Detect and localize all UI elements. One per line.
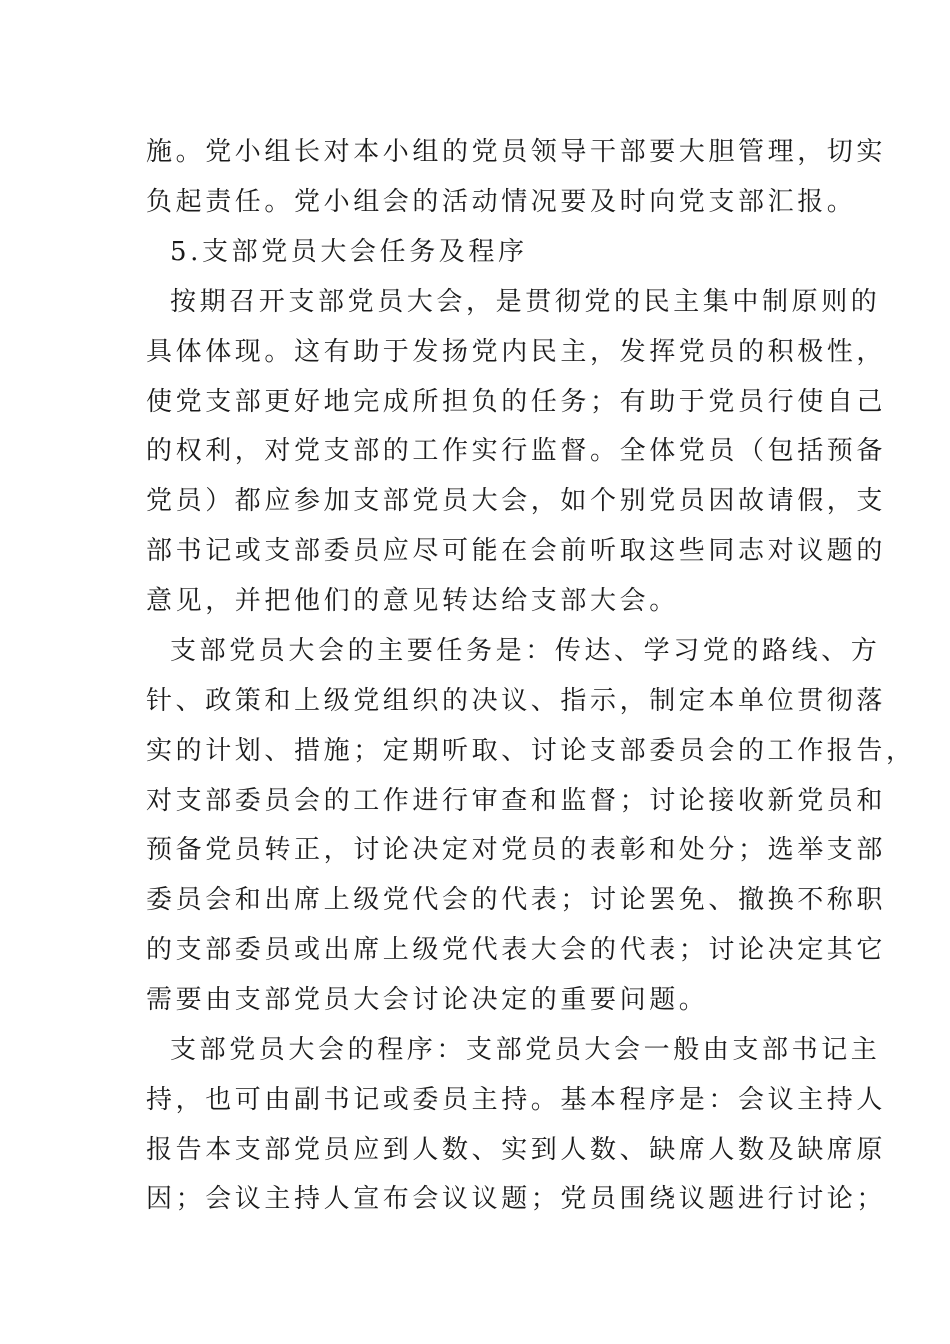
text-line: 预备党员转正，讨论决定对党员的表彰和处分；选举支部 xyxy=(146,835,887,865)
paragraph-start: 按期召开支部党员大会，是贯彻党的民主集中制原则的 xyxy=(170,287,881,317)
section-heading: 5.支部党员大会任务及程序 xyxy=(170,237,528,267)
text-line: 部书记或支部委员应尽可能在会前听取这些同志对议题的 xyxy=(146,536,887,566)
paragraph-start: 支部党员大会的主要任务是：传达、学习党的路线、方 xyxy=(170,636,881,666)
text-line: 实的计划、措施；定期听取、讨论支部委员会的工作报告， xyxy=(146,736,916,766)
text-line: 负起责任。党小组会的活动情况要及时向党支部汇报。 xyxy=(146,187,857,217)
text-line: 报告本支部党员应到人数、实到人数、缺席人数及缺席原 xyxy=(146,1135,887,1165)
text-line: 持，也可由副书记或委员主持。基本程序是：会议主持人 xyxy=(146,1085,887,1115)
text-line: 使党支部更好地完成所担负的任务；有助于党员行使自己 xyxy=(146,387,887,417)
paragraph-start: 支部党员大会的程序：支部党员大会一般由支部书记主 xyxy=(170,1035,881,1065)
text-line: 施。党小组长对本小组的党员领导干部要大胆管理，切实 xyxy=(146,137,887,167)
text-line: 具体体现。这有助于发扬党内民主，发挥党员的积极性， xyxy=(146,337,887,367)
text-line: 意见，并把他们的意见转达给支部大会。 xyxy=(146,586,679,616)
text-line: 针、政策和上级党组织的决议、指示，制定本单位贯彻落 xyxy=(146,686,887,716)
text-line: 需要由支部党员大会讨论决定的重要问题。 xyxy=(146,985,709,1015)
text-line: 对支部委员会的工作进行审查和监督；讨论接收新党员和 xyxy=(146,786,887,816)
text-line: 的权利，对党支部的工作实行监督。全体党员（包括预备 xyxy=(146,436,887,466)
text-line: 的支部委员或出席上级党代表大会的代表；讨论决定其它 xyxy=(146,935,887,965)
text-line: 因；会议主持人宣布会议议题；党员围绕议题进行讨论； xyxy=(146,1184,887,1214)
text-line: 委员会和出席上级党代会的代表；讨论罢免、撤换不称职 xyxy=(146,885,887,915)
text-line: 党员）都应参加支部党员大会，如个别党员因故请假，支 xyxy=(146,486,887,516)
